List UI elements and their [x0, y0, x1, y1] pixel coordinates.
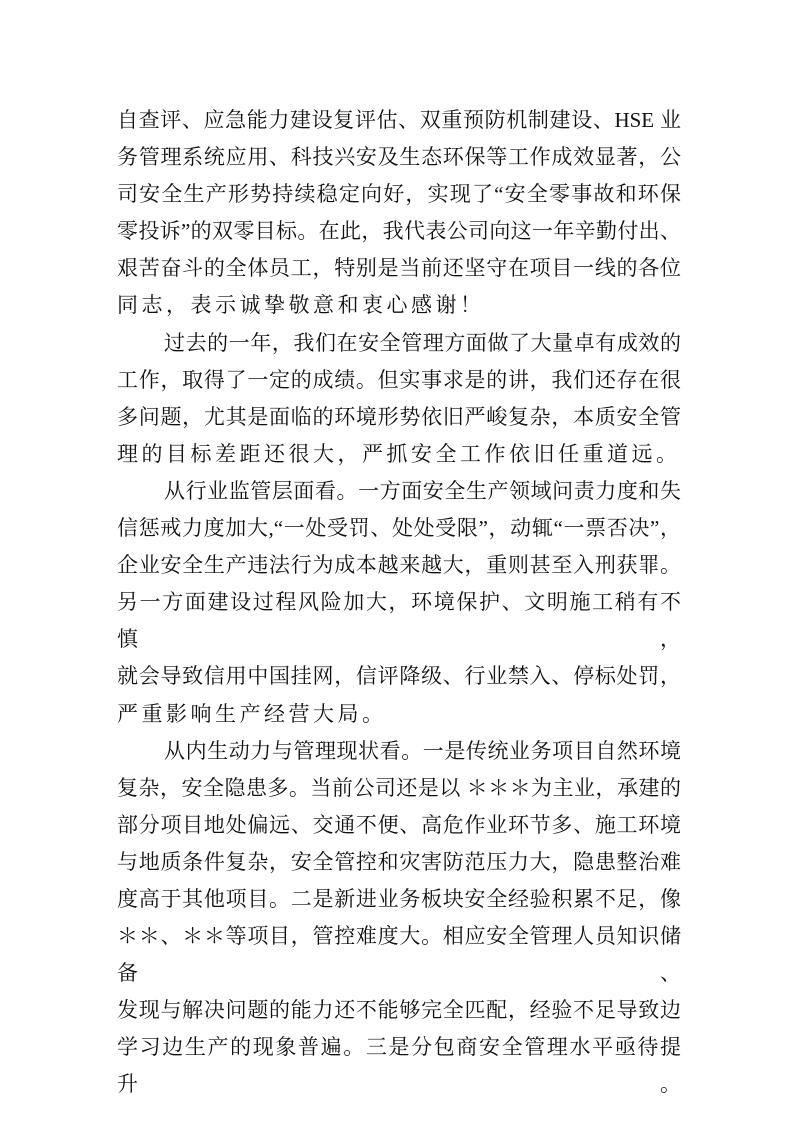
text-line: 工作，取得了一定的成绩。但实事求是的讲，我们还存在很	[117, 367, 681, 392]
text-line: 度高于其他项目。二是新进业务板块安全经验积累不足，像	[117, 886, 681, 911]
text-line: 自查评、应急能力建设复评估、双重预防机制建设、HSE 业	[117, 108, 681, 132]
document-page	[117, 102, 681, 1104]
text-line: 从内生动力与管理现状看。一是传统业务项目自然环境	[164, 738, 681, 763]
text-line: 同志，表示诚挚敬意和衷心感谢！	[117, 293, 485, 318]
text-line: 严重影响生产经营大局。	[117, 701, 387, 726]
text-line: 复杂，安全隐患多。当前公司还是以 ＊＊＊为主业，承建的	[117, 775, 681, 800]
paragraph	[117, 733, 681, 1104]
text-line: 部分项目地处偏远、交通不便、高危作业环节多、施工环境	[117, 812, 681, 837]
paragraph	[117, 473, 681, 733]
text-line: 学习边生产的现象普遍。三是分包商安全管理水平亟待提升。	[117, 1035, 681, 1097]
text-line: 过去的一年，我们在安全管理方面做了大量卓有成效的	[164, 330, 681, 355]
text-line: 就会导致信用中国挂网，信评降级、行业禁入、停标处罚，	[117, 664, 681, 689]
text-line: 司安全生产形势持续稳定向好，实现了“安全零事故和环保	[117, 182, 681, 207]
paragraph	[117, 325, 681, 473]
text-line: 多问题，尤其是面临的环境形势依旧严峻复杂，本质安全管	[117, 404, 681, 429]
paragraph	[117, 102, 681, 325]
text-line: 理的目标差距还很大，严抓安全工作依旧任重道远。	[117, 441, 681, 466]
text-line: 艰苦奋斗的全体员工，特别是当前还坚守在项目一线的各位	[117, 256, 681, 281]
text-line: 企业安全生产违法行为成本越来越大，重则甚至入刑获罪。	[117, 553, 681, 578]
text-line: 零投诉”的双零目标。在此，我代表公司向这一年辛勤付出、	[117, 219, 681, 244]
text-line: 务管理系统应用、科技兴安及生态环保等工作成效显著，公	[117, 145, 681, 170]
text-line: 信惩戒力度加大,“一处受罚、处处受限”，动辄“一票否决”，	[117, 516, 681, 541]
text-line: ＊＊、＊＊等项目，管控难度大。相应安全管理人员知识储备、	[117, 924, 681, 986]
text-line: 与地质条件复杂，安全管控和灾害防范压力大，隐患整治难	[117, 849, 681, 874]
text-line: 从行业监管层面看。一方面安全生产领域问责力度和失	[164, 478, 681, 503]
text-line: 发现与解决问题的能力还不能够完全匹配，经验不足导致边	[117, 998, 681, 1023]
text-line: 另一方面建设过程风险加大，环境保护、文明施工稍有不慎，	[117, 590, 681, 652]
